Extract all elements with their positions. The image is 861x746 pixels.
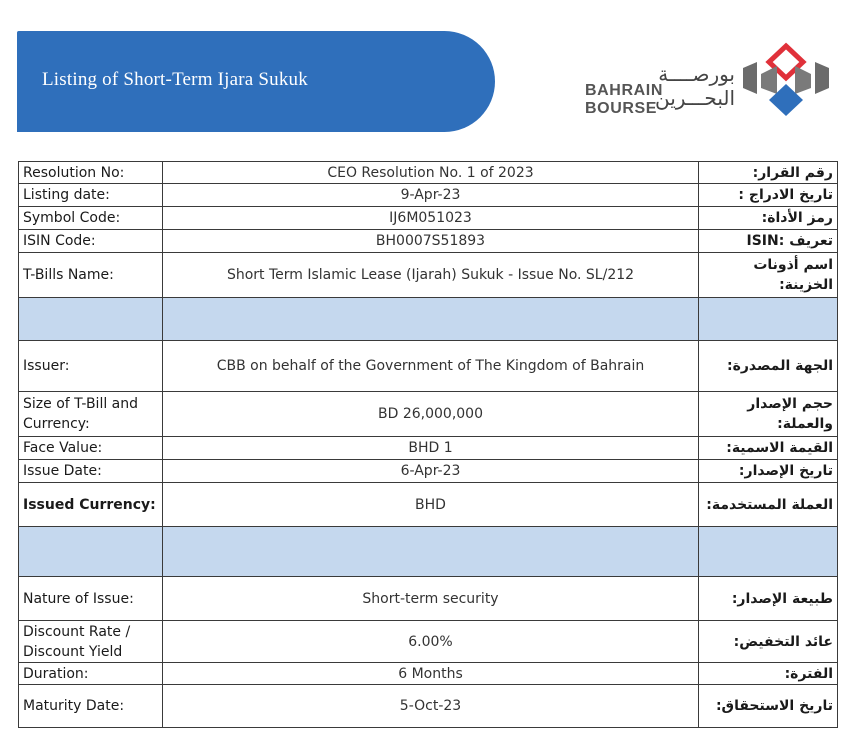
value: 5-Oct-23 <box>163 685 699 728</box>
label-en: Issuer: <box>19 341 163 392</box>
table-row <box>19 392 838 437</box>
label-en: T-Bills Name: <box>19 253 163 298</box>
label-en: Issue Date: <box>19 460 163 483</box>
spacer-cell <box>699 298 838 341</box>
table-row <box>19 483 838 527</box>
bahrain-bourse-logo <box>585 42 835 122</box>
table-row <box>19 230 838 253</box>
spacer-row <box>19 298 838 341</box>
value: Short Term Islamic Lease (Ijarah) Sukuk - Issue No. SL/212 <box>163 253 699 298</box>
logo-diamond-icon <box>743 42 829 118</box>
label-en: Nature of Issue: <box>19 577 163 621</box>
logo-arabic-text: بورصــــة البحـــرين <box>655 62 735 110</box>
label-en: Listing date: <box>19 184 163 207</box>
value: BHD 1 <box>163 437 699 460</box>
label-ar: رقم القرار: <box>699 162 838 184</box>
label-en: Duration: <box>19 663 163 685</box>
header-banner <box>17 31 495 132</box>
sukuk-details-table <box>18 161 838 728</box>
value: Short-term security <box>163 577 699 621</box>
spacer-cell <box>163 527 699 577</box>
value: 6 Months <box>163 663 699 685</box>
table-row <box>19 253 838 298</box>
table-row <box>19 621 838 663</box>
value: CBB on behalf of the Government of The Kingdom of Bahrain <box>163 341 699 392</box>
label-ar: تاريخ الادراج : <box>699 184 838 207</box>
table-row <box>19 663 838 685</box>
value: BD 26,000,000 <box>163 392 699 437</box>
label-en: Maturity Date: <box>19 685 163 728</box>
label-en: ISIN Code: <box>19 230 163 253</box>
label-ar: الجهة المصدرة: <box>699 341 838 392</box>
label-en: Size of T-Bill and Currency: <box>19 392 163 437</box>
label-en: Resolution No: <box>19 162 163 184</box>
value: IJ6M051023 <box>163 207 699 230</box>
label-ar: رمز الأداة: <box>699 207 838 230</box>
page-title: Listing of Short-Term Ijara Sukuk <box>42 69 308 90</box>
spacer-row <box>19 527 838 577</box>
label-ar: عائد التخفيض: <box>699 621 838 663</box>
label-ar: القيمة الاسمية: <box>699 437 838 460</box>
value: CEO Resolution No. 1 of 2023 <box>163 162 699 184</box>
value: BHD <box>163 483 699 527</box>
value: BH0007S51893 <box>163 230 699 253</box>
spacer-cell <box>163 298 699 341</box>
table-row <box>19 184 838 207</box>
label-ar: تاريخ الإصدار: <box>699 460 838 483</box>
table-row <box>19 437 838 460</box>
table-row <box>19 341 838 392</box>
label-en: Issued Currency: <box>19 483 163 527</box>
label-ar: حجم الإصدار والعملة: <box>699 392 838 437</box>
table-row <box>19 207 838 230</box>
spacer-cell <box>19 298 163 341</box>
label-ar: الفترة: <box>699 663 838 685</box>
label-ar: تاريخ الاستحقاق: <box>699 685 838 728</box>
label-ar: طبيعة الإصدار: <box>699 577 838 621</box>
label-en: Face Value: <box>19 437 163 460</box>
label-ar: العملة المستخدمة: <box>699 483 838 527</box>
table-row <box>19 685 838 728</box>
label-en: Discount Rate / Discount Yield <box>19 621 163 663</box>
table-row <box>19 162 838 184</box>
table-row <box>19 577 838 621</box>
label-ar: تعريف :ISIN <box>699 230 838 253</box>
value: 6-Apr-23 <box>163 460 699 483</box>
spacer-cell <box>19 527 163 577</box>
logo-english-text: BAHRAIN BOURSE <box>585 82 663 117</box>
label-ar: اسم أذونات الخزينة: <box>699 253 838 298</box>
spacer-cell <box>699 527 838 577</box>
table-row <box>19 460 838 483</box>
value: 6.00% <box>163 621 699 663</box>
label-en: Symbol Code: <box>19 207 163 230</box>
value: 9-Apr-23 <box>163 184 699 207</box>
